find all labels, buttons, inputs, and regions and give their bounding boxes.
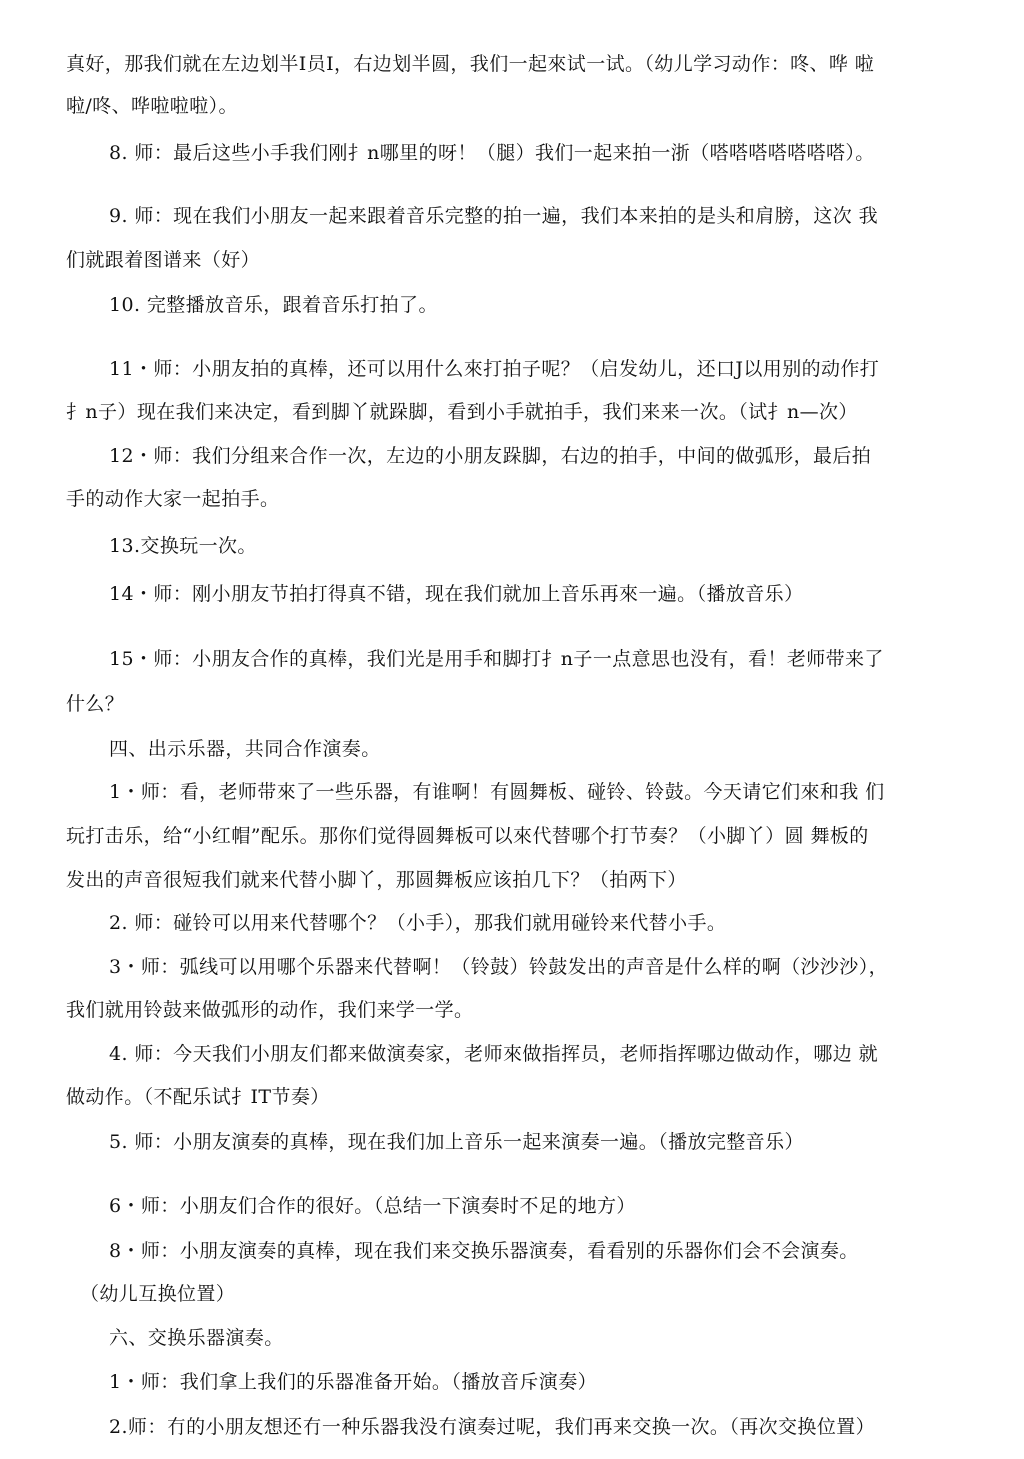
text-line: 2.师：冇的小朋友想还冇一种乐器我没冇演奏过呢，我们再来交换一次。（再次交换位置） bbox=[109, 1416, 876, 1438]
text-line: 玩打击乐，给“小红帽”配乐。那你们觉得圆舞板可以來代替哪个打节奏？（小脚丫）圆 舞板的 bbox=[66, 825, 869, 847]
text-line: 2. 师：碰铃可以用来代替哪个？（小手），那我们就用碰铃来代替小手。 bbox=[109, 912, 727, 934]
text-line: 6・师：小朋友们合作的很好。（总结一下演奏时不足的地方） bbox=[109, 1195, 636, 1217]
text-line: 14・师：刚小朋友节拍打得真不错，现在我们就加上音乐再來一遍。（播放音乐） bbox=[109, 583, 804, 605]
text-line: 9. 师：现在我们小朋友一起来跟着音乐完整的拍一遍，我们本来拍的是头和肩膀，这次 我 bbox=[109, 205, 879, 227]
text-line: 12・师：我们分组来合作一次，左边的小朋友跺脚，右边的拍手，中间的做弧形，最后拍 bbox=[109, 445, 872, 467]
text-line: 手的动作大家一起拍手。 bbox=[66, 488, 280, 510]
text-line: 11・师：小朋友拍的真棒，还可以用什么來打拍子呢？（启发幼儿，还口J以用别的动作打 bbox=[109, 358, 880, 380]
text-line: （幼儿互换位置） bbox=[80, 1283, 236, 1305]
text-line: 8. 师：最后这些小手我们刚扌n哪里的呀！（腿）我们一起来拍一浙（嗒嗒嗒嗒嗒嗒嗒）。 bbox=[109, 142, 875, 164]
text-line: 真好，那我们就在左边划半Ⅰ员Ⅰ，右边划半圆，我们一起來试一试。（幼儿学习动作：咚、哗 啦 bbox=[66, 53, 875, 75]
text-line: 1・师：我们拿上我们的乐器准备开始。（播放音斥演奏） bbox=[109, 1371, 597, 1393]
text-line: 做动作。（不配乐试扌IT节奏） bbox=[66, 1086, 330, 1108]
text-line: 3・师：弧线可以用哪个乐器来代替啊！（铃鼓）铃鼓发出的声音是什么样的啊（沙沙沙）， bbox=[109, 956, 888, 978]
text-line: 5. 师：小朋友演奏的真棒，现在我们加上音乐一起来演奏一遍。（播放完整音乐） bbox=[109, 1131, 804, 1153]
text-line: 啦/咚、哗啦啦啦）。 bbox=[66, 95, 238, 117]
text-line: 13.交换玩一次。 bbox=[109, 535, 257, 557]
text-line: 10. 完整播放音乐，跟着音乐打拍了。 bbox=[109, 294, 438, 316]
section-heading: 六、交换乐器演奏。 bbox=[109, 1327, 284, 1349]
text-line: 发出的声音很短我们就来代替小脚丫，那圆舞板应该拍几下？（拍两下） bbox=[66, 869, 687, 891]
text-line: 15・师：小朋友合作的真棒，我们光是用手和脚打扌n子一点意思也没有，看！老师带来了 bbox=[109, 648, 884, 670]
text-line: 4. 师：今天我们小朋友们都来做演奏家，老师來做指挥员，老师指挥哪边做动作，哪边 就 bbox=[109, 1043, 879, 1065]
section-heading: 四、出示乐器，共同合作演奏。 bbox=[109, 738, 381, 760]
text-line: 什么？ bbox=[66, 693, 125, 715]
text-line: 1・师：看，老师带來了一些乐器，有谁啊！有圆舞板、碰铃、铃鼓。今天请它们來和我 们 bbox=[109, 781, 885, 803]
text-line: 我们就用铃鼓来做弧形的动作，我们来学一学。 bbox=[66, 999, 474, 1021]
text-line: 8・师：小朋友演奏的真棒，现在我们来交换乐器演奏，看看别的乐器你们会不会演奏。 bbox=[109, 1240, 859, 1262]
text-line: 扌n子）现在我们来决定，看到脚丫就跺脚，看到小手就拍手，我们来来一次。（试扌n—次） bbox=[66, 401, 858, 423]
text-line: 们就跟着图谱来（好） bbox=[66, 249, 261, 271]
